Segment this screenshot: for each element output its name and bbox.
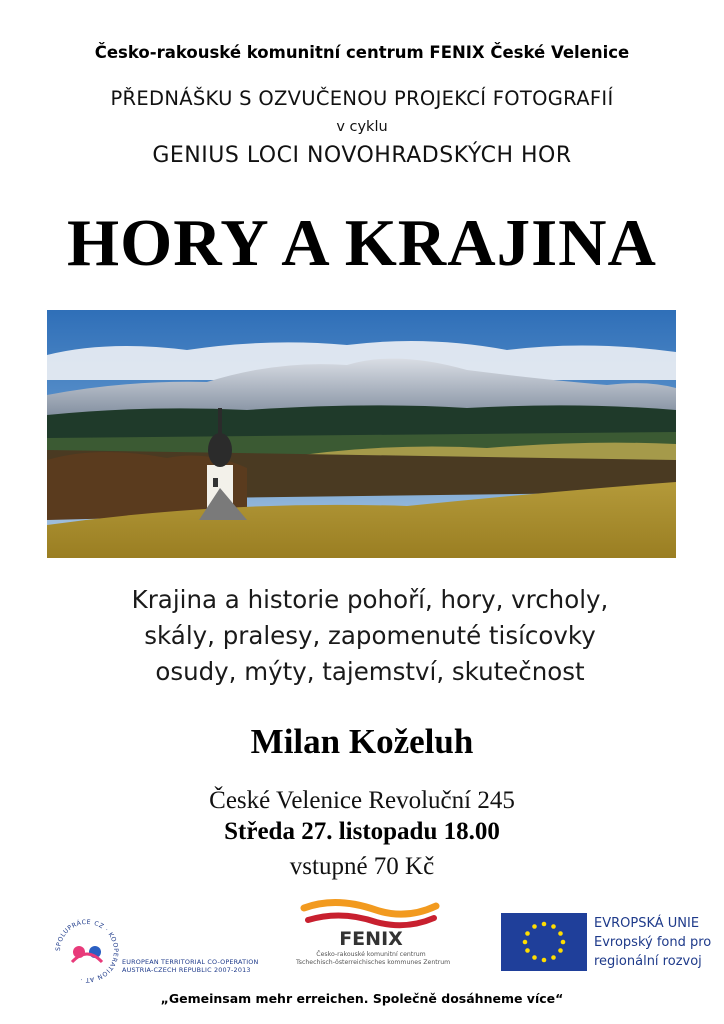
lecture-type: PŘEDNÁŠKU S OZVUČENOU PROJEKCÍ FOTOGRAFIÍ	[110, 87, 614, 110]
coop-ring-text: SPOLUPRÁCE CZ · KOOPERATION AT ·	[54, 918, 120, 984]
coop-line2: AUSTRIA-CZECH REPUBLIC 2007-2013	[122, 966, 251, 974]
series-name: GENIUS LOCI NOVOHRADSKÝCH HOR	[152, 143, 572, 168]
slogan: „Gemeinsam mehr erreichen. Společně dosáhneme více“	[160, 991, 564, 1006]
description-line: Krajina a historie pohoří, hory, vrcholy,	[131, 585, 609, 614]
organizer-line: Česko-rakouské komunitní centrum FENIX České Velenice	[94, 43, 630, 62]
fenix-sub-line2: Tschechisch-österreichisches kommunes Zentrum	[296, 959, 451, 966]
fenix-swoosh-icon	[296, 898, 446, 932]
lecture-description	[60, 582, 680, 690]
eu-line3: regionální rozvoj	[594, 954, 702, 969]
description-line: skály, pralesy, zapomenuté tisícovky	[144, 621, 596, 650]
coop-line1: EUROPEAN TERRITORIAL CO-OPERATION	[122, 958, 259, 966]
eu-line1: EVROPSKÁ UNIE	[594, 916, 700, 931]
description-line: osudy, mýty, tajemství, skutečnost	[155, 657, 585, 686]
fenix-logo	[296, 898, 456, 976]
event-date: Středa 27. listopadu 18.00	[224, 818, 500, 845]
fenix-subtitle	[296, 951, 451, 967]
coop-caption	[122, 958, 292, 974]
fenix-sub-line1: Česko-rakouské komunitní centrum	[316, 951, 426, 958]
landscape-photo	[47, 310, 676, 558]
eu-flag-icon	[501, 913, 587, 971]
eu-line2: Evropský fond pro	[594, 935, 712, 950]
poster-title: HORY A KRAJINA	[67, 206, 657, 280]
svg-text:SPOLUPRÁCE CZ · KOOPERATION AT	[55, 918, 119, 983]
speaker-name: Milan Koželuh	[250, 722, 474, 761]
venue-address: České Velenice Revoluční 245	[209, 787, 515, 814]
eu-caption	[594, 914, 711, 971]
etc-cooperation-logo	[52, 916, 287, 982]
admission-fee: vstupné 70 Kč	[289, 853, 435, 880]
cycle-label: v cyklu	[336, 119, 388, 135]
cooperation-emblem-icon	[52, 916, 122, 986]
eu-fund-logo	[501, 913, 712, 975]
fenix-wordmark: FENIX	[339, 928, 403, 950]
